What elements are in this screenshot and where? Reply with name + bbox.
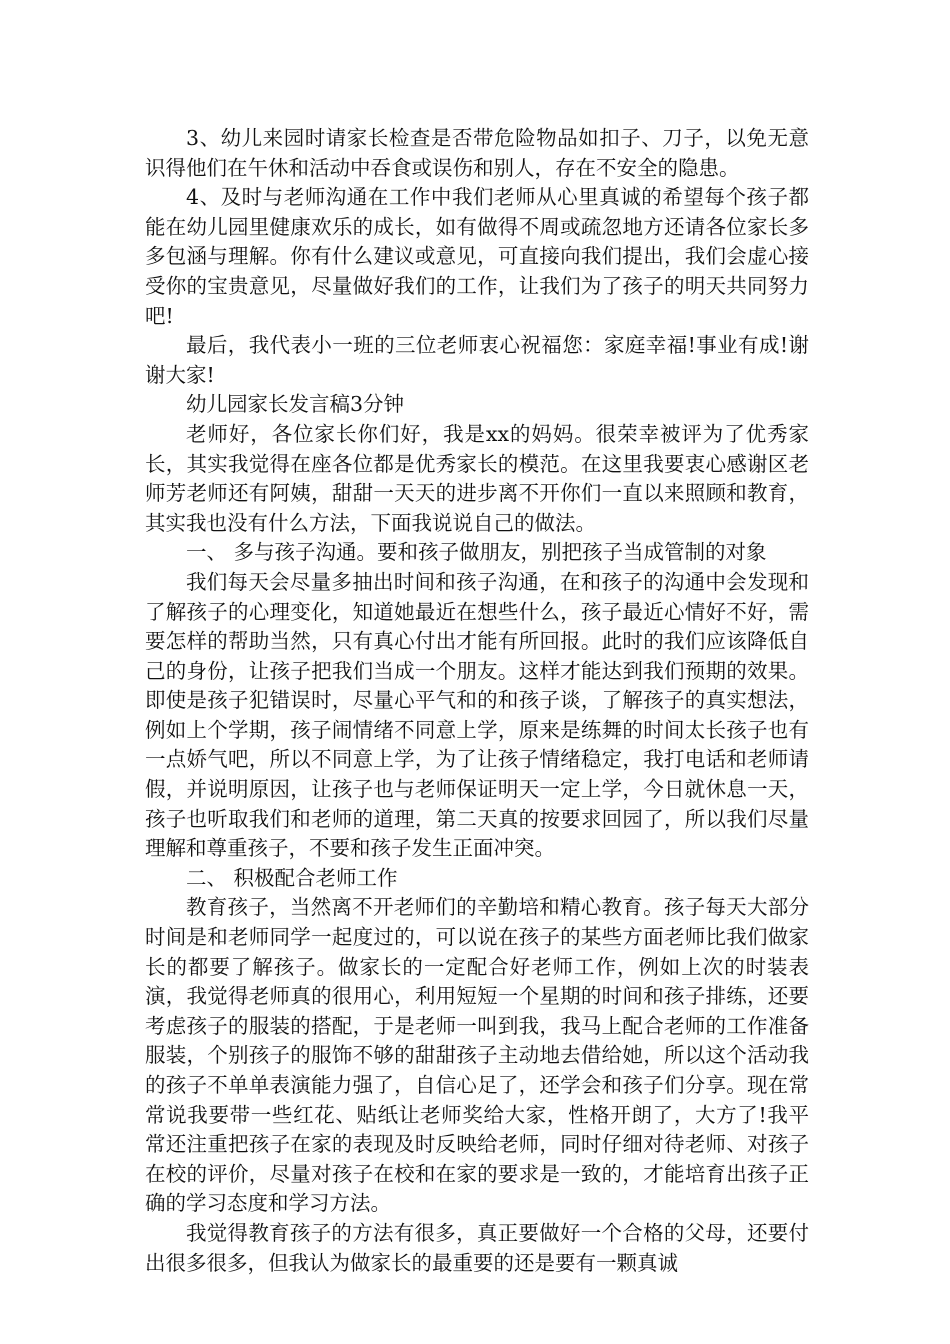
paragraph-point-two-body: 教育孩子，当然离不开老师们的辛勤培和精心教育。孩子每天大部分时间是和老师同学一起度过的，可以说在孩子的某些方面老师比我们做家长的都要了解孩子。做家长的一定配合好老师工作，例如上次的时装表演，我觉得老师真的很用心，利用短短一个星期的时间和孩子排练，还要考虑孩子的服装的搭配，于是老师一叫到我，我马上配合老师的工作准备服装，个别孩子的服饰不够的甜甜孩子主动地去借给她，所以这个活动我的孩子不单单表演能力强了，自信心足了，还学会和孩子们分享。现在常常说我要带一些红花、贴纸让老师奖给大家，性格开朗了，大方了!我平常还注重把孩子在家的表现及时反映给老师，同时仔细对待老师、对孩子在校的评价，尽量对孩子在校和在家的要求是一致的，才能培育出孩子正确的学习态度和学习方法。 xyxy=(145,895,809,1216)
heading-point-one: 一、 多与孩子沟通。要和孩子做朋友，别把孩子当成管制的对象 xyxy=(186,540,767,565)
paragraph-safety-check: 3、幼儿来园时请家长检查是否带危险物品如扣子、刀子，以免无意识得他们在午休和活动中吞食或误伤和别人，存在不安全的隐患。 xyxy=(145,126,809,180)
heading-point-two: 二、 积极配合老师工作 xyxy=(186,865,398,890)
paragraph-teacher-communication: 4、及时与老师沟通在工作中我们老师从心里真诚的希望每个孩子都能在幼儿园里健康欢乐的成长，如有做得不周或疏忽地方还请各位家长多多包涵与理解。你有什么建议或意见，可直接向我们提出，我们会虚心接受你的宝贵意见，尽量做好我们的工作，让我们为了孩子的明天共同努力吧! xyxy=(145,185,809,328)
paragraph-final-thoughts: 我觉得教育孩子的方法有很多，真正要做好一个合格的父母，还要付出很多很多，但我认为做家长的最重要的还是要有一颗真诚 xyxy=(145,1220,809,1275)
paragraph-point-one-body: 我们每天会尽量多抽出时间和孩子沟通，在和孩子的沟通中会发现和了解孩子的心理变化，知道她最近在想些什么，孩子最近心情好不好，需要怎样的帮助当然，只有真心付出才能有所回报。此时的我们应该降低自己的身份，让孩子把我们当成一个朋友。这样才能达到我们预期的效果。即使是孩子犯错误时，尽量心平气和的和孩子谈，了解孩子的真实想法，例如上个学期，孩子闹情绪不同意上学，原来是练舞的时间太长孩子也有一点娇气吧，所以不同意上学，为了让孩子情绪稳定，我打电话和老师请假，并说明原因，让孩子也与老师保证明天一定上学，今日就休息一天，孩子也听取我们和老师的道理，第二天真的按要求回园了，所以我们尽量理解和尊重孩子，不要和孩子发生正面冲突。 xyxy=(145,569,809,861)
section-title-speech: 幼儿园家长发言稿3分钟 xyxy=(186,392,405,417)
paragraph-closing-wishes: 最后，我代表小一班的三位老师衷心祝福您：家庭幸福!事业有成!谢谢大家! xyxy=(145,333,809,387)
paragraph-greeting: 老师好，各位家长你们好，我是xx的妈妈。很荣幸被评为了优秀家长，其实我觉得在座各位都是优秀家长的模范。在这里我要衷心感谢区老师芳老师还有阿姨，甜甜一天天的进步离不开你们一直以来照顾和教育，其实我也没有什么方法，下面我说说自己的做法。 xyxy=(145,421,809,535)
document-page xyxy=(145,124,809,1278)
